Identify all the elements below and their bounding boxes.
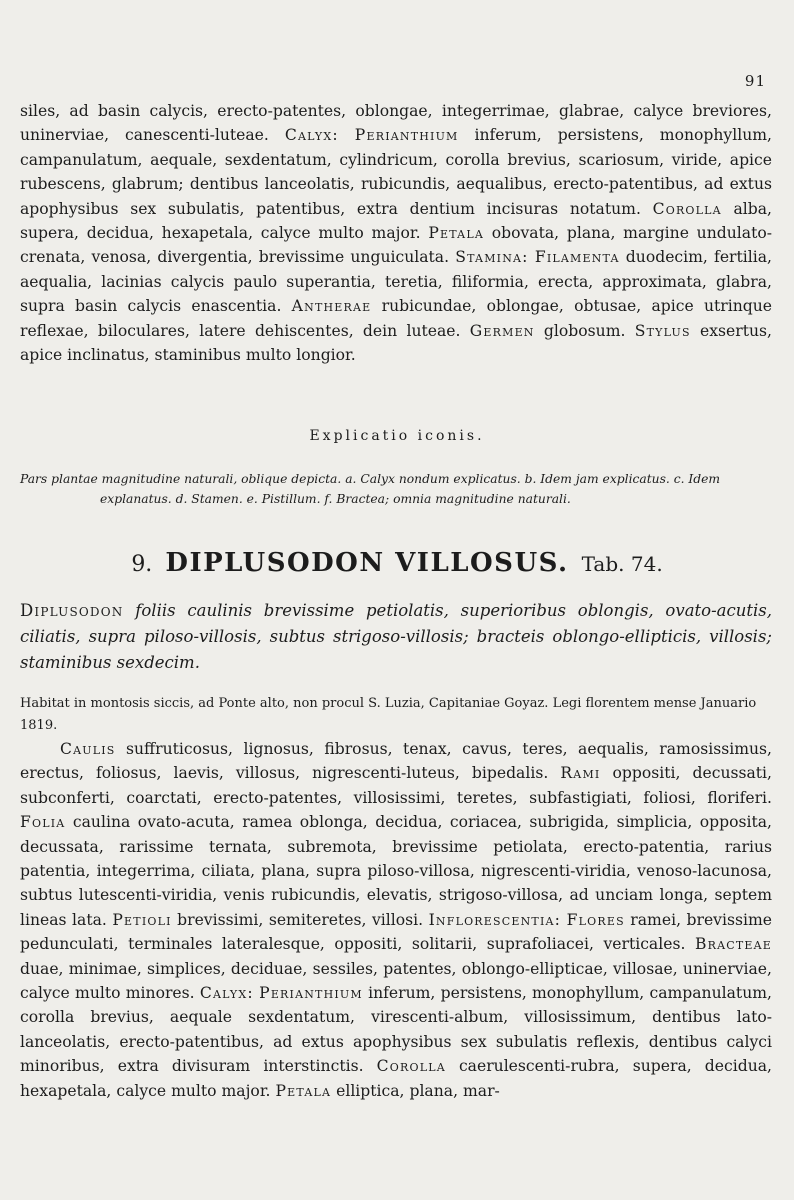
description-continued [20,99,772,367]
term-corolla: Corolla [652,199,722,218]
explicatio-heading: Explicatio iconis. [309,428,485,444]
habitat-note: Habitat in montosis siccis, ad Ponte alto, non procul S. Luzia, Capitaniae Goyaz. Legi florentem mense Januario 1819. [20,696,757,733]
explicatio-text: Pars plantae magnitudine naturali, oblique depicta. a. Calyx nondum explicatus. b. Idem jam explicatus. c. Idem explanatus. d. Stamen. e. Pistillum. f. Bractea; omnia magnitudine naturali. [20,472,721,506]
term-perianthium: Perianthium [354,126,459,145]
term-calyx: Calyx: [284,126,339,145]
species-diagnosis: Diplusodon foliis caulinis brevissime petiolatis, superioribus oblongis, ovato-acutis, ciliatis, supra piloso-villosis, subtus strigoso-villosis; bracteis oblongo-ellipticis, villosis; staminibus sexdecim. [20,601,772,672]
term-flores: Flores [566,910,625,929]
description-paragraph: siles, ad basin calycis, erecto-patentes, oblongae, integerrimae, glabrae, calyce breviores, uninerviae, canescenti-luteae. Calyx: Perianthium inferum, persistens, monophyllum, campanulatum, aequale, sexdentatum, cylindricum, corolla brevius, scariosum, viride, apice rubescens, glabrum; dentibus lanceolatis, rubicundis, aequalibus, erecto-patentibus, ad extus apophysibus sex subulatis, patentibus, extra dentium incisuras notatum. Corolla alba, supera, decidua, hexapetala, calyce multo major. Petala obovata, plana, margine undulato-crenata, venosa, divergentia, brevissime unguiculata. Stamina: Filamenta duodecim, fertilia, aequalia, lacinias calycis paulo superantia, teretia, filiformia, erecta, approximata, glabra, supra basin calycis enascentia. Antherae rubicundae, oblongae, obtusae, apice utrinque reflexae, biloculares, latere dehiscentes, dein luteae. Germen globosum. Stylus exsertus, apice inclinatus, staminibus multo longior. [20,102,773,365]
term-calyx: Calyx: [199,984,254,1003]
genus-name: Diplusodon [20,601,124,620]
term-rami: Rami [560,764,601,783]
term-petala: Petala [275,1081,332,1100]
term-germen: Germen [469,321,535,340]
term-antherae: Antherae [291,297,372,316]
plate-reference: Tab. 74. [581,552,663,576]
description-paragraph: Caulis suffruticosus, lignosus, fibrosus, tenax, cavus, teres, aequalis, ramosissimus, erectus, foliosus, laevis, villosus, nigrescenti-luteus, bipedalis. Rami oppositi, decussati, subconferti, coarctati, erecto-patentes, villosissimi, teretes, subfastigiati, foliosi, floriferi. Folia caulina ovato-acuta, ramea oblonga, decidua, coriacea, subrigida, simplicia, opposita, decussata, rarissime ternata, subremota, brevissime petiolata, erecto-patentia, rarius patentia, integerrima, ciliata, plana, supra piloso-villosa, nigrescenti-viridia, venoso-lacunosa, subtus lutescenti-viridia, venis rubicundis, elevatis, strigoso-villosa, ad unciam longa, septem lineas lata. Petioli brevissimi, semiteretes, villosi. Inflorescentia: Flores ramei, brevissime pedunculati, terminales lateralesque, oppositi, solitarii, suprafoliacei, verticales. Bracteae duae, minimae, simplices, deciduae, sessiles, patentes, oblongo-ellipticae, villosae, uninerviae, calyce multo minores. Calyx: Perianthium inferum, persistens, monophyllum, campanulatum, corolla brevius, aequale sexdentatum, virescenti-album, villosissimum, dentibus lato-lanceolatis, erecto-patentibus, ad extus apophysibus sex subulatis reflexis, dentibus calyci minoribus, extra divisuram interstinctis. Corolla caerulescenti-rubra, supera, decidua, hexapetala, calyce multo major. Petala elliptica, plana, mar- [20,740,773,1100]
term-inflorescentia: Inflorescentia: [428,910,562,929]
term-perianthium: Perianthium [259,984,363,1003]
species-number: 9. [131,552,153,577]
species-description [20,737,772,1103]
term-caulis: Caulis [60,740,116,758]
term-petioli: Petioli [112,910,172,929]
term-bracteae: Bracteae [694,935,772,954]
species-heading [0,548,794,578]
term-folia: Folia [20,813,66,832]
page-number: 91 [744,72,766,90]
term-stamina: Stamina: [455,248,529,267]
term-petala: Petala [428,224,484,243]
term-filamenta: Filamenta [534,248,620,267]
term-stylus: Stylus [634,321,691,340]
term-corolla: Corolla [376,1057,446,1076]
species-name: DIPLUSODON VILLOSUS. [165,548,569,578]
